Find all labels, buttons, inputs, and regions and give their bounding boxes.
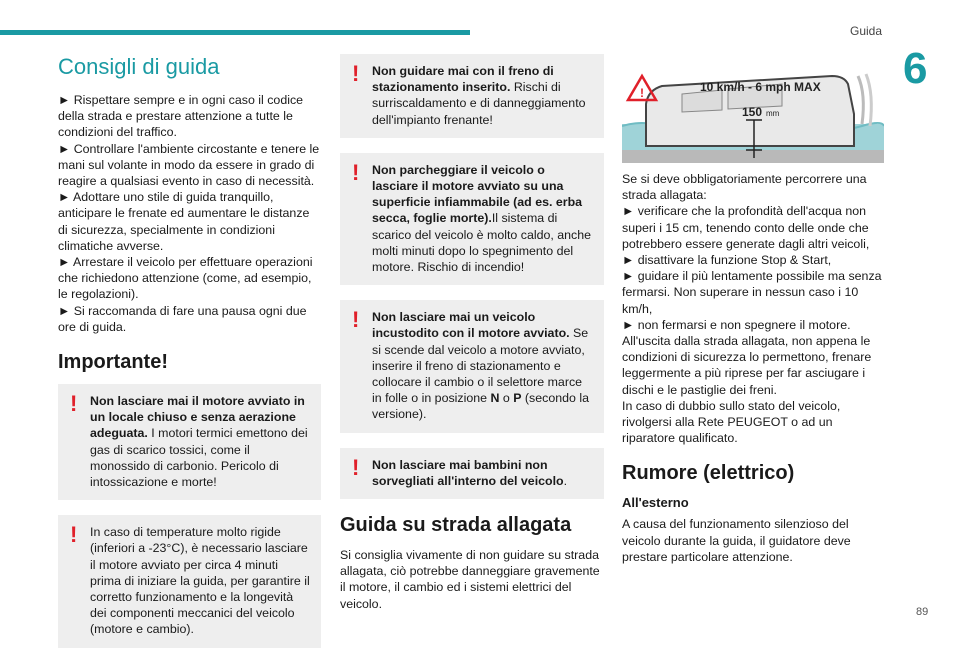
warning-box-cold-temperature: ! In caso di temperature molto rigide (inferiori a -23°C), è necessario lasciare il motore avviato per circa 4 minuti prima di iniziare la guida, per garantire il corretto funzionamento e la longevità dei componenti meccanici del veicolo (motore e cambio). bbox=[58, 515, 321, 647]
warning-box-closed-room: ! Non lasciare mai il motore avviato in un locale chiuso e senza aerazione adeguata. I motori termici emettono dei gas di scarico tossici, come il monossido di carbonio. Pericolo di intossicazione e morte! bbox=[58, 384, 321, 500]
warning-exclamation-icon: ! bbox=[70, 522, 78, 548]
svg-text:10 km/h - 6 mph MAX: 10 km/h - 6 mph MAX bbox=[700, 80, 821, 94]
noise-subtitle: All'esterno bbox=[622, 495, 689, 511]
page-number: 89 bbox=[916, 606, 929, 618]
warning-box-unattended-vehicle: ! Non lasciare mai un veicolo incustodito con il motore avviato. Se si scende dal veicolo a motore avviato, inserire il freno di stazionamento e collocare il cambio o il selettore marce in folle o in posizione N o P (secondo la versione). bbox=[340, 300, 604, 432]
tip-3: ► Adottare uno stile di guida tranquillo, anticipare le frenate ed aumentare le distanze di sicurezza, specialmente in condizioni climatiche avverse. bbox=[58, 190, 310, 253]
header-accent-bar bbox=[0, 30, 470, 35]
flood-line-1: Se si deve obbligatoriamente percorrere una strada allagata: bbox=[622, 172, 867, 203]
warning-exclamation-icon: ! bbox=[70, 391, 78, 417]
svg-text:150: 150 bbox=[742, 105, 763, 119]
warning-box-flammable-surface: ! Non parcheggiare il veicolo o lasciare il motore avviato su una superficie infiammabile (ad es. erba secca, foglie morte).Il sistema di scarico del veicolo è molto caldo, anche molti minuti dopo lo spegnimento del motore. Rischio di incendio! bbox=[340, 153, 604, 285]
tip-5: ► Si raccomanda di fare una pausa ogni due ore di guida. bbox=[58, 303, 307, 334]
car-in-water-image bbox=[622, 54, 884, 163]
flood-line-6: All'uscita dalla strada allagata, non appena le condizioni di sicurezza lo permettono, frenare leggermente a più riprese per far asciugare i dischi e le pastiglie dei freni. bbox=[622, 334, 872, 397]
tip-1: ► Rispettare sempre e in ogni caso il codice della strada e prestare attenzione a tutte le condizioni del traffico. bbox=[58, 93, 304, 140]
flood-line-7: In caso di dubbio sullo stato del veicolo, rivolgersi alla Rete PEUGEOT o ad un riparatore qualificato. bbox=[622, 398, 841, 446]
section-name: Guida bbox=[850, 24, 883, 38]
driving-tips-title: Consigli di guida bbox=[58, 54, 220, 79]
tip-4: ► Arrestare il veicolo per effettuare operazioni che richiedono attenzione (come, ad esempio, le regolazioni). bbox=[58, 255, 313, 302]
column-middle bbox=[340, 54, 604, 612]
important-title: Importante! bbox=[58, 351, 168, 374]
column-left bbox=[58, 54, 321, 663]
column-right bbox=[622, 54, 884, 565]
flood-line-3: ► disattivare la funzione Stop & Start, bbox=[622, 253, 832, 268]
flood-line-2: ► verificare che la profondità dell'acqua non superi i 15 cm, tenendo conto delle onde che potrebbero essere generate dagli altri veicoli, bbox=[622, 204, 870, 251]
flooded-road-illustration bbox=[622, 54, 884, 163]
svg-text:!: ! bbox=[640, 86, 644, 100]
chapter-number: 6 bbox=[903, 44, 928, 93]
flooded-road-title: Guida su strada allagata bbox=[340, 514, 572, 537]
tip-2: ► Controllare l'ambiente circostante e tenere le mani sul volante in modo da essere in grado di reagire a qualsiasi evento in caso di necessità. bbox=[58, 141, 320, 189]
flood-line-5: ► non fermarsi e non spegnere il motore. bbox=[622, 317, 851, 332]
noise-title: Rumore (elettrico) bbox=[622, 462, 795, 485]
warning-exclamation-icon: ! bbox=[352, 159, 360, 185]
warning-box-children: ! Non lasciare mai bambini non sorvegliati all'interno del veicolo. bbox=[340, 448, 604, 499]
flood-line-4: ► guidare il più lentamente possibile ma senza fermarsi. Non superare in nessun caso i 10 km/h, bbox=[622, 269, 882, 316]
svg-text:mm: mm bbox=[766, 109, 780, 118]
flooded-road-text: Si consiglia vivamente di non guidare su strada allagata, ciò potrebbe danneggiare gravemente il motore, il cambio ed i sistemi elettrici del veicolo. bbox=[340, 548, 600, 611]
noise-text: A causa del funzionamento silenzioso del veicolo durante la guida, il guidatore deve prestare particolare attenzione. bbox=[622, 517, 851, 564]
warning-exclamation-icon: ! bbox=[352, 307, 360, 333]
warning-exclamation-icon: ! bbox=[352, 454, 360, 480]
warning-box-parking-brake: ! Non guidare mai con il freno di stazionamento inserito. Rischi di surriscaldamento e di danneggiamento dell'impianto frenante! bbox=[340, 54, 604, 138]
warning-exclamation-icon: ! bbox=[352, 61, 360, 86]
